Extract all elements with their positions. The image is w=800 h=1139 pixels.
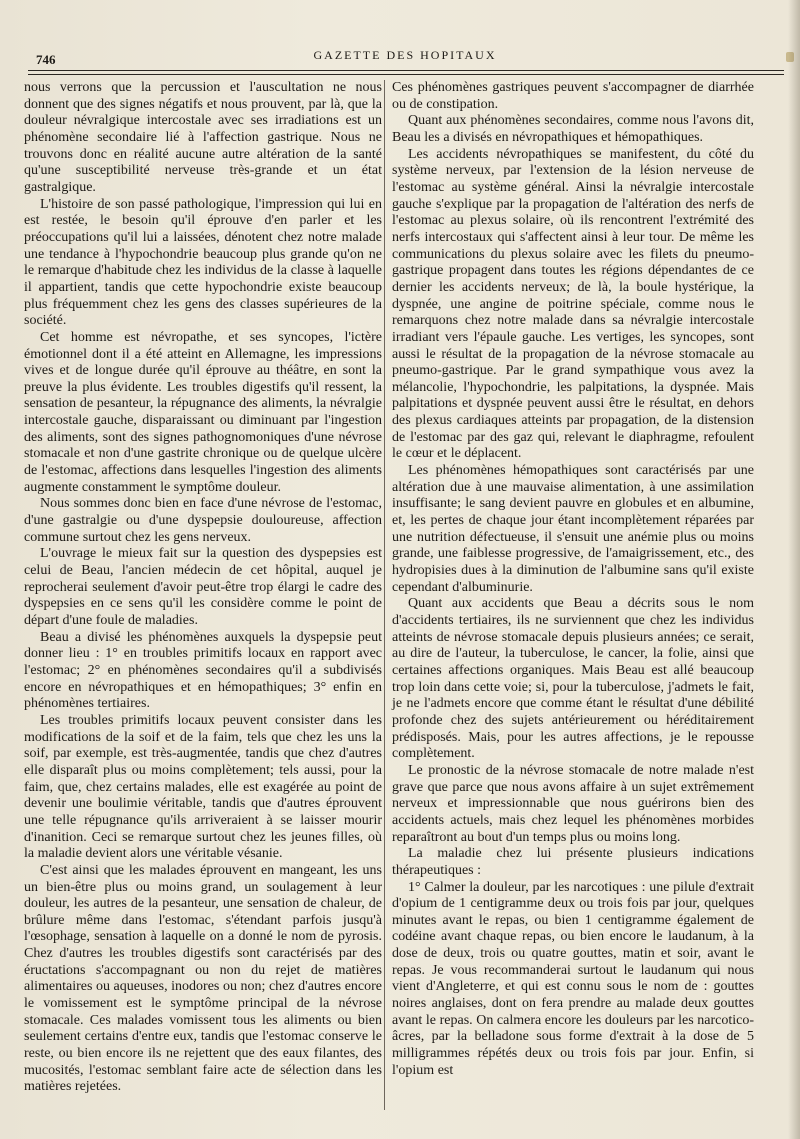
header-rule (28, 70, 784, 71)
running-title: GAZETTE DES HOPITAUX (313, 48, 497, 62)
paragraph: Le pronostic de la névrose stomacale de notre malade n'est grave que parce que nous avons affaire à un sujet extrêmement nerveux et impressionnable que nous guérirons bien des accidents actuels, mais chez lequel les phénomènes morbides reparaîtront au bout d'un temps plus ou moins long. (392, 762, 754, 845)
paragraph: Beau a divisé les phénomènes auxquels la dyspepsie peut donner lieu : 1° en troubles primitifs locaux en rapport avec l'estomac; 2° en phénomènes secondaires qu'il a subdivisés encore en névropathiques et en hémopathiques; 3° enfin en phénomènes tertiaires. (24, 629, 382, 712)
paragraph: Les phénomènes hémopathiques sont caractérisés par une altération due à une mauvaise alimentation, à une assimilation insuffisante; le sang devient pauvre en globules et en albumine, et, les pertes de chaque jour étant incomplètement réparées par une nutrition défectueuse, il s'ensuit une anémie plus ou moins grande, une faiblesse progressive, de l'amaigrissement, etc., des hydropisies dues à la diminution de l'albumine sans qu'il existe cependant d'albuminurie. (392, 463, 754, 595)
paragraph: Les accidents névropathiques se manifestent, du côté du système nerveux, par l'extension de la lésion nerveuse de l'estomac au système général. Ainsi la névralgie intercostale gauche s'explique par la propagation de l'altération des nerfs de l'estomac au plexus solaire, où ils rencontrent l'extrémité des nerfs intercostaux qui s'affectent ainsi à leur tour. De même les communications du plexus solaire avec les filets du pneumo-gastrique propagent dans toutes les régions dépendantes de ce dernier les accidents nerveux; de là, la boule hystérique, la dyspnée, une angine de poitrine spéciale, comme nous le remarquons chez notre malade dans sa névralgie intercostale irradiant vers l'épaule gauche. Les vertiges, les syncopes, sont aussi le résultat de la propagation de la névrose stomacale au pneumo-gastrique. Par le grand sympathique vous avez la mélancolie, l'hypochondrie, les palpitations, la dyspnée. Mais palpitations et dyspnée peuvent aussi être le résultat, en dehors des plexus cardiaques atteints par propagation, de la distension de l'estomac par des gaz qui, relevant le diaphragme, refoulent le cœur et le déplacent. (392, 146, 754, 462)
paragraph: Quant aux phénomènes secondaires, comme nous l'avons dit, Beau les a divisés en névropathiques et hémopathiques. (392, 113, 754, 145)
page-number: 746 (36, 52, 56, 67)
column-divider (384, 80, 385, 1110)
header-rule-thin (28, 74, 784, 75)
paragraph: Cet homme est névropathe, et ses syncopes, l'ictère émotionnel dont il a été atteint en Allemagne, les impressions vives et de longue durée qu'il éprouve au théâtre, en sont la preuve la plus évidente. Les troubles digestifs qu'il ressent, la sensation de pesanteur, la répugnance des aliments, la névralgie intercostale gauche, disparaissant ou diminuant par l'ingestion des aliments, sont des signes pathognomoniques d'une névrose stomacale et non d'une gastrite chronique ou de quelque ulcère de l'estomac, affections dans lesquelles l'ingestion des aliments augmente constamment le symptôme douleur. (24, 329, 382, 495)
paragraph: Quant aux accidents que Beau a décrits sous le nom d'accidents tertiaires, ils ne surviennent que chez les individus atteints de névrose stomacale depuis plusieurs années; ce serait, au dire de l'auteur, la tuberculose, le cancer, la folie, ainsi que certaines affections organiques. Mais Beau est allé beaucoup trop loin dans cette voie; si, pour la tuberculose, j'admets le fait, je ne l'admets encore que comme étant le résultat d'une débilité profonde chez des sujets antérieurement ou héréditairement prédisposés. Mais, pour les autres affections, je le repousse complètement. (392, 596, 754, 762)
paragraph: 1° Calmer la douleur, par les narcotiques : une pilule d'extrait d'opium de 1 centigramme deux ou trois fois par jour, quelques minutes avant le repas, ou bien 1 centigramme également de codéine avant chaque repas, ou bien encore le laudanum, à la dose de deux, trois ou quatre gouttes, matin et soir, avant le repas. Je vous recommanderai surtout le laudanum qui nous vient d'Angleterre, et qui est connu sous le nom de : gouttes noires anglaises, dont on fera prendre au malade deux gouttes avant le repas. On calmera encore les douleurs par les narcotico-âcres, par la belladone sous forme d'extrait à la dose de 5 milligrammes répétés deux ou trois fois par jour. Enfin, si l'opium est (392, 879, 754, 1078)
right-column (392, 80, 754, 1079)
paragraph: L'histoire de son passé pathologique, l'impression qui lui en est restée, le besoin qu'il éprouve d'en parler et les préoccupations qu'il lui a laissées, dénotent chez notre malade une tendance à l'hypochondrie beaucoup plus grande qu'on ne le remarque d'habitude chez les individus de la classe à laquelle il appartient, tandis que cette hypochondrie existe beaucoup plus fréquemment chez les gens des classes supérieures de la société. (24, 196, 382, 329)
paragraph: Nous sommes donc bien en face d'une névrose de l'estomac, d'une gastralgie ou d'une dyspepsie douloureuse, affection commune surtout chez les gens nerveux. (24, 496, 382, 545)
left-column (24, 80, 382, 1096)
page-header (28, 46, 782, 68)
paragraph: La maladie chez lui présente plusieurs indications thérapeutiques : (392, 846, 754, 878)
paragraph: C'est ainsi que les malades éprouvent en mangeant, les uns un bien-être plus ou moins grand, un soulagement à leur douleur, les autres de la pesanteur, une sensation de chaleur, de brûlure même dans l'estomac, s'étendant parfois jusqu'à l'œsophage, sensation à laquelle on a donné le nom de pyrosis. Chez d'autres les troubles digestifs sont caractérisés par des éructations s'accompagnant ou non du rejet de matières alimentaires ou aqueuses, inodores ou non; chez d'autres encore le vomissement est le symptôme principal de la névrose stomacale. Ces malades vomissent tous les aliments ou bien seulement certains d'entre eux, tandis que l'estomac conserve le reste, ou bien encore ils ne rejettent que des eaux filantes, des mucosités, l'estomac semblant faire acte de sélection dans les matières rejetées. (24, 862, 382, 1095)
paragraph: Les troubles primitifs locaux peuvent consister dans les modifications de la soif et de la faim, tels que chez les uns la soif, par exemple, est très-augmentée, tandis que chez d'autres elle disparaît plus ou moins complètement; tels aussi, pour la faim, que, chez certains malades, elle est exagérée au point de devenir une boulimie véritable, tandis que d'autres éprouvent une telle répugnance qu'ils arriveraient à se laisser mourir d'inanition. Ceci se remarque surtout chez les jeunes filles, où la maladie devient alors une véritable vésanie. (24, 712, 382, 862)
paragraph: Ces phénomènes gastriques peuvent s'accompagner de diarrhée ou de constipation. (392, 80, 754, 112)
paragraph: L'ouvrage le mieux fait sur la question des dyspepsies est celui de Beau, l'ancien médecin de cet hôpital, auquel je reprocherai seulement d'avoir peut-être trop élargi le cadre des dyspepsies en ce sens qu'il les considère comme le point de départ d'une foule de maladies. (24, 546, 382, 628)
page-edge-shadow (788, 0, 800, 1139)
paragraph: nous verrons que la percussion et l'auscultation ne nous donnent que des signes négatifs et nous prouvent, par là, que la douleur névralgique intercostale avec ses irradiations est un phénomène secondaire lié à l'affection gastrique. Nous ne trouvons donc en réalité aucune autre altération de la santé qu'une susceptibilité nerveuse très-grande et un état gastralgique. (24, 80, 382, 195)
